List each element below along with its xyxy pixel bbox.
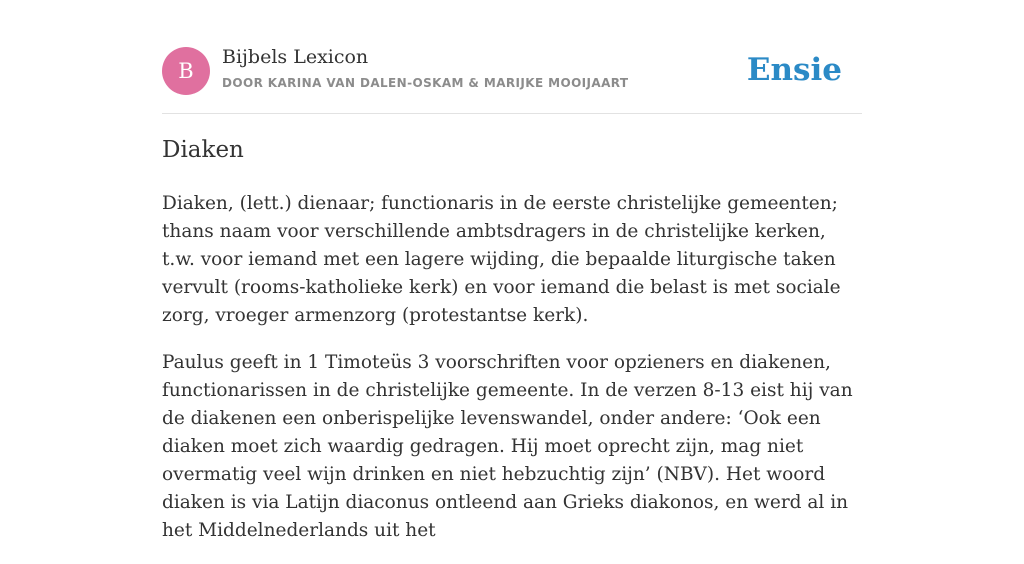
- ensie-logo[interactable]: Ensie: [746, 52, 842, 88]
- entry-title: Diaken: [162, 137, 244, 163]
- page-container: [162, 0, 862, 541]
- book-header: [162, 0, 862, 114]
- entry-body: [162, 190, 862, 564]
- book-title[interactable]: Bijbels Lexicon: [222, 46, 369, 68]
- entry-paragraph: Paulus geeft in 1 Timoteüs 3 voorschriften voor opzieners en diakenen, functionarissen in de christelijke gemeente. In de verzen 8-13 eist hij van de diakenen een onberispelijke levenswandel, onder andere: ‘Ook een diaken moet zich waardig gedragen. Hij moet oprecht zijn, mag niet overmatig veel wijn drinken en niet hebzuchtig zijn’ (NBV). Het woord diaken is via Latijn diaconus ontleend aan Grieks diakonos, en werd al in het Middelnederlands uit het: [162, 352, 853, 541]
- book-authors: DOOR KARINA VAN DALEN-OSKAM & MARIJKE MOOIJAART: [222, 76, 629, 90]
- entry-paragraph: Diaken, (lett.) dienaar; functionaris in de eerste christelijke gemeenten; thans naam voor verschillende ambtsdragers in de christelijke kerken, t.w. voor iemand met een lagere wijding, die bepaalde liturgische taken vervult (rooms-katholieke kerk) en voor iemand die belast is met sociale zorg, vroeger armenzorg (protestantse kerk).: [162, 193, 841, 326]
- book-avatar[interactable]: B: [162, 47, 210, 95]
